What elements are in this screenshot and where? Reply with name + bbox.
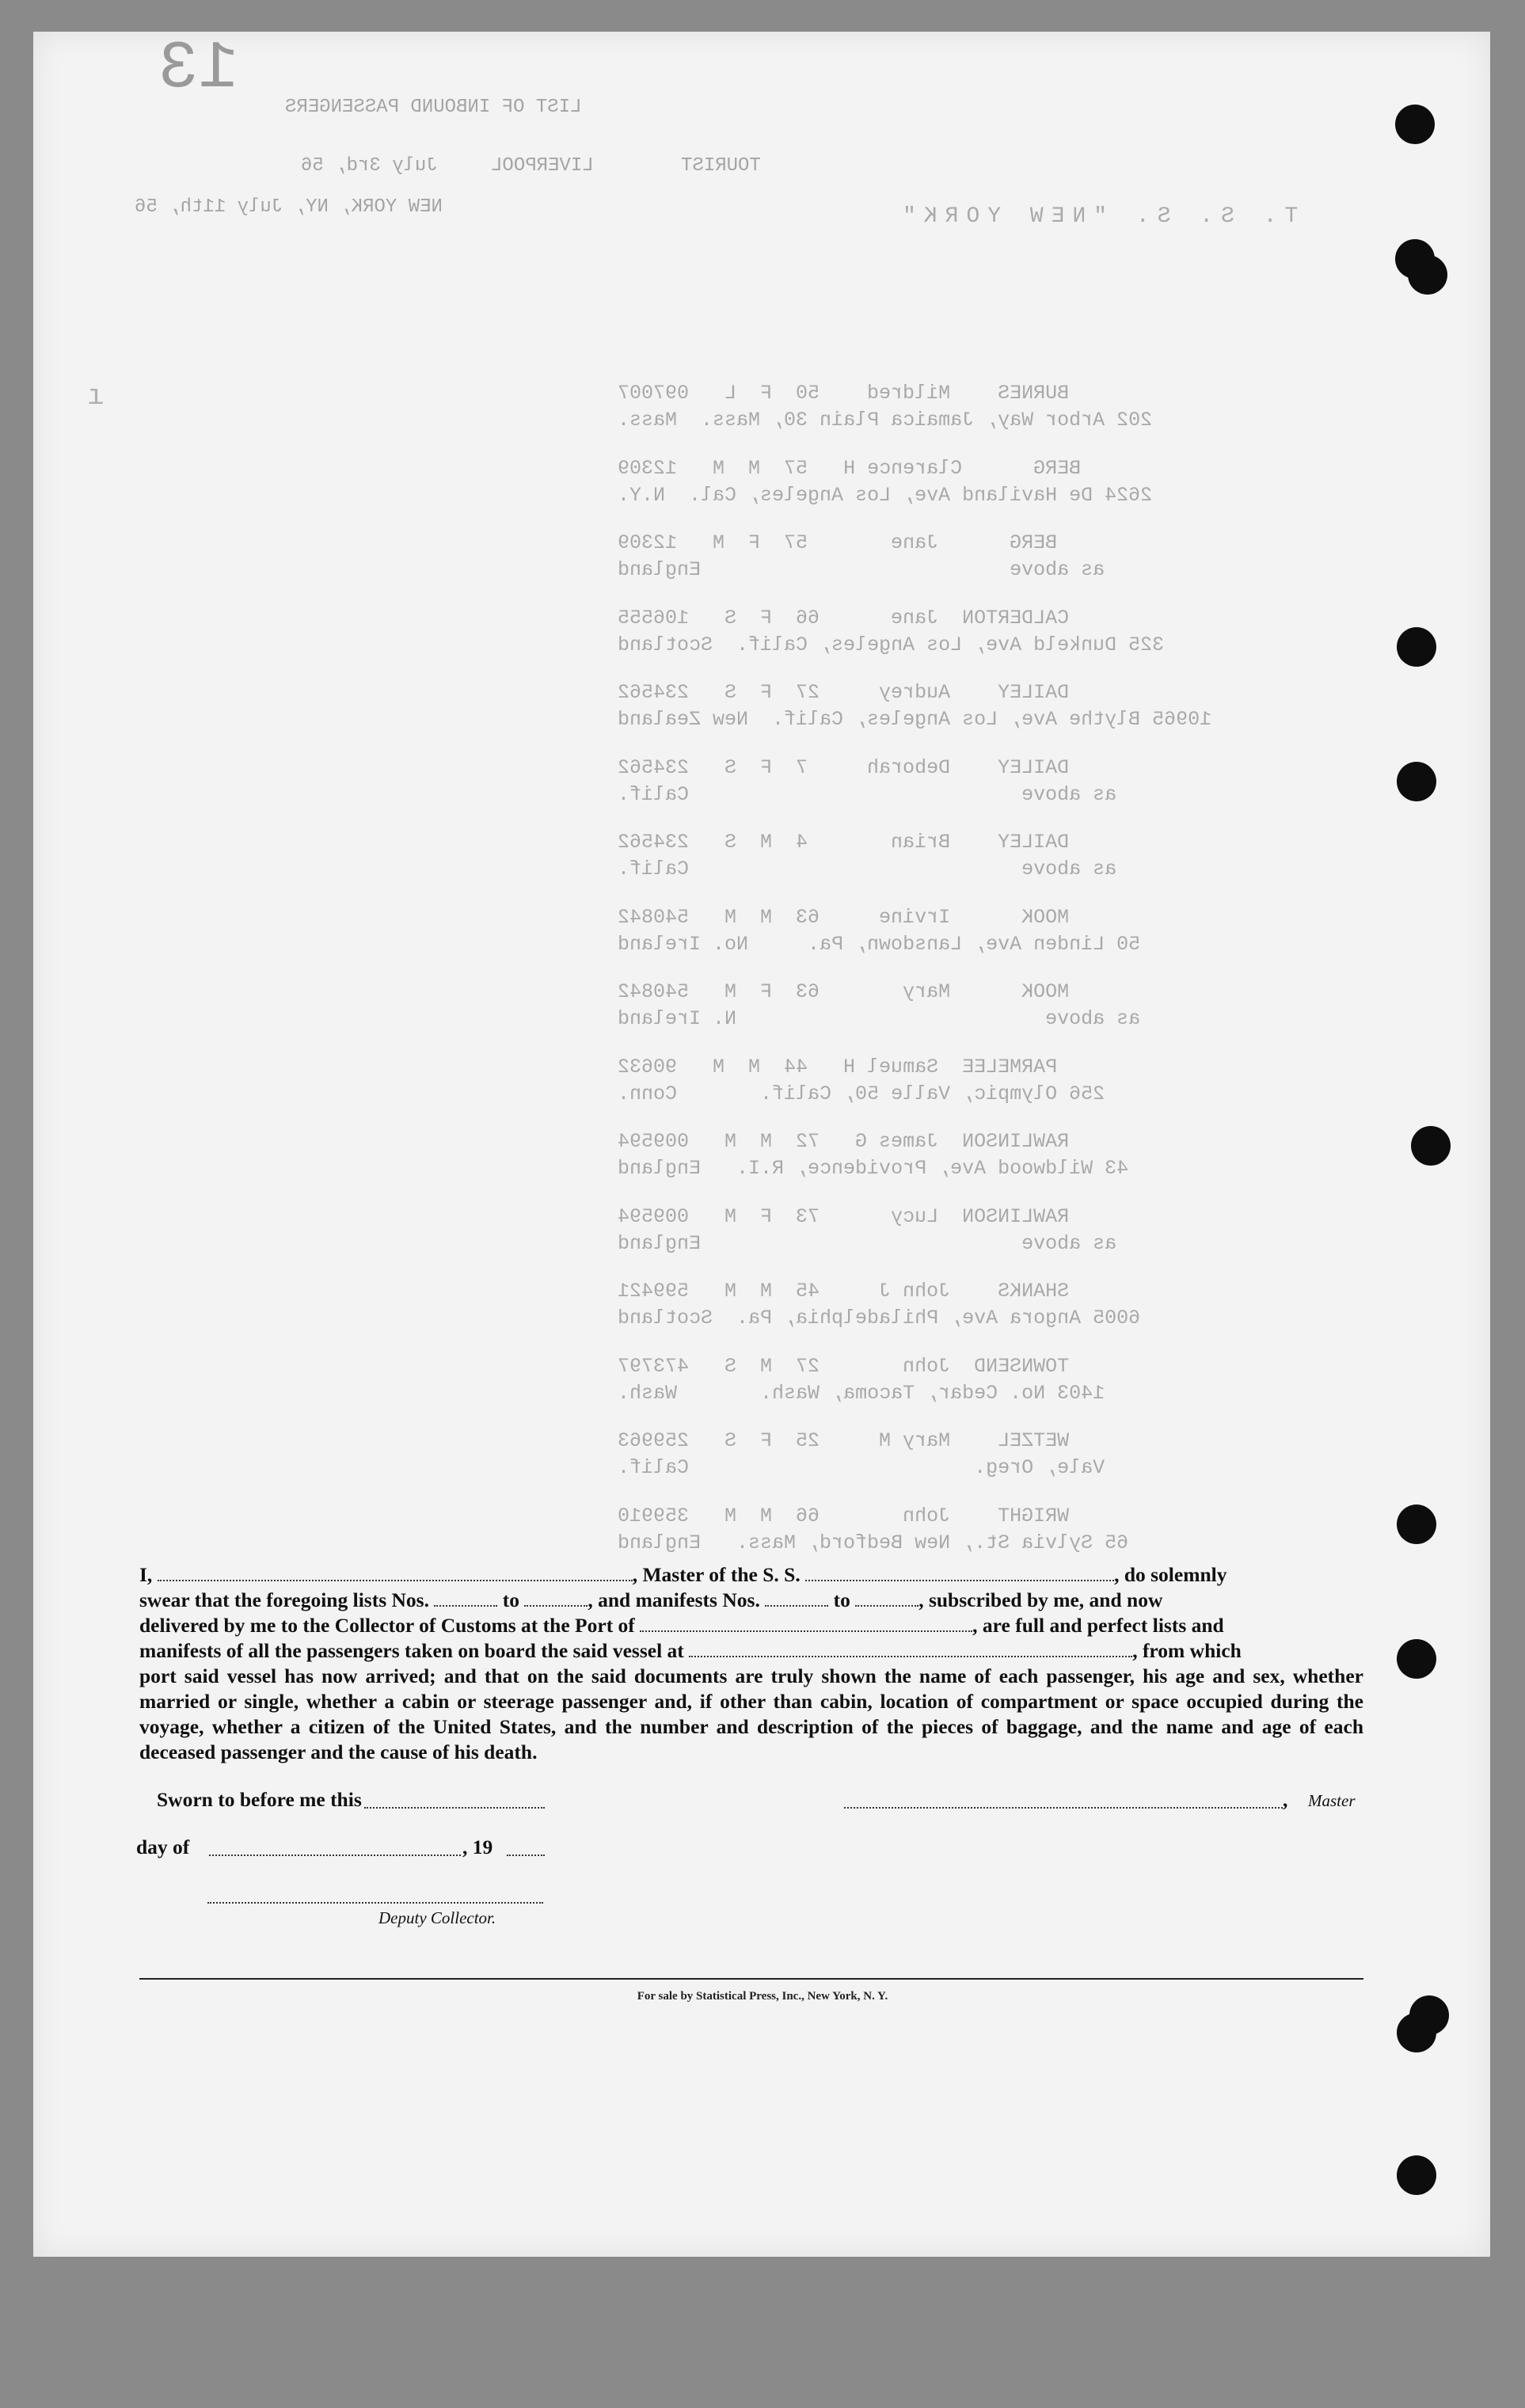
passenger-name-line: DAILEY Brian 4 M S 234562 [618,831,1070,854]
passenger-address-line: 6005 Angora Ave, Philadelphia, Pa. Scotland [618,1307,1141,1330]
passenger-name-line: RAWLINSON James G 72 M M 009594 [618,1130,1070,1153]
faint-header-class: TOURIST [681,155,761,177]
passenger-name-line: WRIGHT John 66 M M 359910 [618,1504,1070,1527]
list-from-field[interactable] [434,1589,497,1607]
passenger-address-line: 1403 No. Cedar, Tacoma, Wash. Wash. [618,1381,1105,1405]
master-comma: , [1283,1788,1288,1811]
page-number: 13 [158,32,238,107]
ship-name-field[interactable] [805,1564,1114,1581]
passenger-address-line: as above England [618,558,1105,581]
day-of-field[interactable] [209,1839,461,1856]
passenger-address-line: 50 Linden Ave, Lansdown, Pa. No. Ireland [618,932,1141,956]
passenger-address-line: 2624 De Haviland Ave, Los Angeles, Cal. N.Y. [618,483,1153,507]
passenger-entry [618,1054,1267,1108]
oath-text: swear that the foregoing lists Nos. [139,1588,429,1611]
passenger-address-line: as above Calif. [618,782,1117,806]
passenger-name-line: RAWLINSON Lucy 73 F M 009594 [618,1204,1070,1228]
passenger-address-line: 325 Dunkeld Ave, Los Angeles, Calif. Scotland [618,633,1165,656]
oath-text: , are full and perfect lists and [972,1614,1224,1637]
margin-mark: ı [87,380,105,413]
binder-hole [1397,762,1436,801]
binder-hole [1411,1126,1451,1166]
passenger-entry [618,605,1267,659]
oath-paragraph [139,1562,1363,1765]
binder-hole [1397,2013,1436,2052]
passenger-name-line: BURNES Mildred 50 F L 097007 [618,382,1070,405]
passenger-entry [618,829,1267,883]
passenger-entry [618,530,1267,584]
passenger-entry [618,1353,1267,1407]
binder-hole [1397,2155,1436,2195]
passenger-address-line: as above England [618,1231,1117,1255]
passenger-entry [618,1428,1267,1482]
day-of-label: day of [136,1835,190,1858]
passenger-name-line: TOWNSEND John 27 M S 473797 [618,1354,1070,1378]
ship-name: T. S. S. "NEW YORK" [895,204,1299,229]
passenger-name-line: MOOK Irvine 63 M M 540842 [618,905,1070,929]
binder-hole [1397,1505,1436,1544]
master-label: Master [1308,1791,1356,1810]
manifest-from-field[interactable] [765,1589,828,1607]
passenger-address-line: as above N. Ireland [618,1007,1141,1030]
passenger-entry [618,1278,1267,1332]
binder-hole [1397,1639,1436,1679]
faint-header-arrival: NEW YORK, NY, July 11th, 56 [135,196,443,218]
passenger-entry [618,904,1267,958]
oath-text: , subscribed by me, and now [918,1588,1163,1611]
passenger-entry [618,1503,1267,1557]
binder-hole [1395,105,1435,144]
port-field[interactable] [640,1615,972,1632]
footer-rule [139,1978,1363,1980]
binder-hole [1408,255,1447,295]
sworn-label: Sworn to before me this [157,1788,362,1811]
year-field[interactable] [507,1839,545,1856]
oath-text: , Master of the S. S. [632,1563,801,1586]
faint-header-port: LIVERPOOL [491,155,594,177]
sworn-date-field[interactable] [364,1791,545,1809]
passenger-entry [618,755,1267,808]
passenger-name-line: DAILEY Audrey 27 F S 234562 [618,681,1070,704]
passenger-address-line: 43 Wildwood Ave, Providence, R.I. England [618,1157,1129,1180]
passenger-name-line: WETZEL Mary M 25 F S 259963 [618,1429,1070,1452]
oath-text: to [502,1588,519,1611]
passenger-address-line: Vale, Oreg. Calif. [618,1456,1105,1479]
oath-text: , and manifests Nos. [588,1588,760,1611]
oath-text: , do solemnly [1114,1563,1227,1586]
oath-text: , from which [1132,1639,1242,1662]
departure-port-field[interactable] [689,1640,1132,1657]
year-prefix: , 19 [462,1835,493,1858]
oath-text: manifests of all the passengers taken on board the said vessel at [139,1639,684,1662]
passenger-name-line: BERG Clarence H 57 M M 12309 [618,456,1082,480]
oath-text: I, [139,1563,153,1586]
passenger-address-line: 10965 Blythe Ave, Los Angeles, Calif. New Zealand [618,708,1212,731]
faint-header-date: July 3rd, 56 [301,155,438,177]
passenger-name-line: MOOK Mary 63 F M 540842 [618,980,1070,1003]
footer-imprint: For sale by Statistical Press, Inc., New York, N. Y. [637,1990,888,2003]
passenger-name-line: BERG Jane 57 F M 12309 [618,531,1058,554]
master-signature-field[interactable] [844,1791,1283,1809]
passenger-entry [618,679,1267,733]
passenger-address-line: 65 Sylvia St., New Bedford, Mass. England [618,1531,1129,1554]
passenger-name-line: CALDERTON Jane 66 F S 106555 [618,606,1070,630]
passenger-entry [618,1204,1267,1257]
passenger-address-line: 256 Olympic, Valle 50, Calif. Conn. [618,1082,1105,1105]
passenger-name-line: SHANKS John J 45 M M 599421 [618,1280,1070,1303]
binder-hole [1397,627,1436,667]
oath-text: to [833,1588,850,1611]
manifest-to-field[interactable] [855,1589,918,1607]
oath-text: delivered by me to the Collector of Customs at the Port of [139,1614,635,1637]
passenger-entry [618,455,1267,509]
master-name-field[interactable] [158,1564,633,1581]
passenger-address-line: 202 Arbor Way, Jamaica Plain 30, Mass. Mass. [618,409,1153,432]
passenger-name-line: PARMELEE Samuel H 44 M M 90632 [618,1055,1058,1078]
oath-text: port said vessel has now arrived; and that on the said documents are truly shown the name of each passenger, his age and sex, whether married or single, whether a cabin or steerage passenger and, if other than cabin, location of compartment or space occupied during the voyage, whether a citizen of the United States, and the number and description of the pieces of baggage, and the name and age of each deceased passenger and the cause of his death. [139,1664,1363,1763]
passenger-entry [618,1128,1267,1182]
deputy-collector-label: Deputy Collector. [378,1908,496,1927]
deputy-signature-field[interactable] [207,1886,543,1904]
passenger-address-line: as above Calif. [618,858,1117,881]
passenger-entry [618,979,1267,1033]
list-to-field[interactable] [524,1589,588,1607]
faint-header-title: LIST OF INBOUND PASSENGERS [285,97,582,118]
passenger-name-line: DAILEY Deborah 7 F S 234562 [618,755,1070,779]
passenger-entry [618,380,1267,434]
